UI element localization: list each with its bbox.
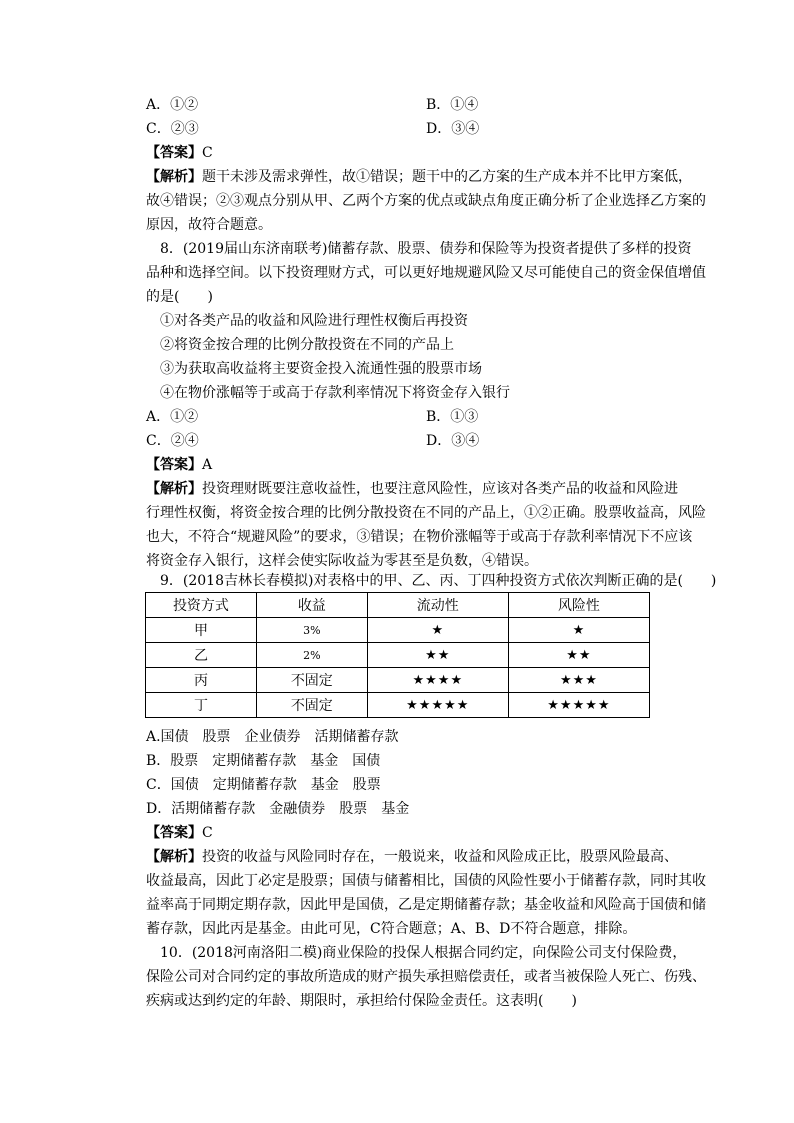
q7-answer: [146, 142, 213, 164]
q8-option-c: C．②④: [146, 433, 199, 449]
q7-answer-value: C: [202, 145, 213, 161]
q9-answer: [146, 822, 213, 844]
q7-option-b: B．①④: [426, 97, 479, 113]
table-cell: ★★★★★: [508, 693, 649, 718]
q9-analysis-line-4: 蓄存款，因此丙是基金。由此可见，C符合题意；A、B、D不符合题意，排除。: [146, 921, 637, 937]
q9-analysis-tag: 【解析】: [146, 849, 202, 865]
q9-option-d: D．活期储蓄存款 金融债券 股票 基金: [146, 801, 410, 817]
table-header-cell: 风险性: [508, 593, 649, 618]
q8-analysis-text-1: 投资理财既要注意收益性，也要注意风险性，应该对各类产品的收益和风险进: [202, 481, 678, 497]
table-row: [146, 668, 650, 693]
q8-item-1: ①对各类产品的收益和风险进行理性权衡后再投资: [160, 313, 468, 329]
table-row: [146, 618, 650, 643]
table-cell: 丙: [146, 668, 257, 693]
q8-options-row-2: [146, 430, 480, 452]
q8-item-4: ④在物价涨幅等于或高于存款利率情况下将资金存入银行: [160, 385, 510, 401]
q8-item-2: ②将资金按合理的比例分散投资在不同的产品上: [160, 337, 454, 353]
q8-answer: [146, 454, 212, 476]
table-header-row: [146, 593, 650, 618]
q8-answer-value: A: [202, 457, 213, 473]
q8-stem-line-1: 8．(2019届山东济南联考)储蓄存款、股票、债券和保险等为投资者提供了多样的投资: [160, 241, 692, 257]
q9-option-a: A.国债 股票 企业债券 活期储蓄存款: [146, 729, 399, 745]
q7-option-c: C．②③: [146, 121, 199, 137]
q7-options-row-2: [146, 118, 480, 140]
table-row: [146, 643, 650, 668]
q8-stem-line-2: 品种和选择空间。以下投资理财方式，可以更好地规避风险又尽可能使自己的资金保值增值: [146, 265, 706, 281]
q8-analysis-line-1: [146, 478, 678, 500]
q7-option-d: D．③④: [426, 121, 480, 137]
q7-analysis-line-1: [146, 166, 692, 188]
q7-options-row-1: [146, 94, 479, 116]
q8-item-3: ③为获取高收益将主要资金投入流通性强的股票市场: [160, 361, 482, 377]
q7-option-a: A．①②: [146, 97, 199, 113]
table-cell: 3%: [256, 618, 367, 643]
table-cell: 丁: [146, 693, 257, 718]
q9-analysis-text-1: 投资的收益与风险同时存在，一般说来，收益和风险成正比，股票风险最高、: [202, 849, 678, 865]
q8-options-row-1: [146, 406, 479, 428]
q8-analysis-line-3: 也大，不符合“规避风险”的要求，③错误；在物价涨幅等于或高于存款利率情况下不应该: [146, 529, 693, 545]
q10-stem-line-1: 10．(2018河南洛阳二模)商业保险的投保人根据合同约定，向保险公司支付保险费，: [160, 945, 687, 961]
table-cell: 不固定: [256, 693, 367, 718]
table-cell: ★★: [367, 643, 508, 668]
table-cell: ★★★: [508, 668, 649, 693]
q9-analysis-line-2: 收益最高，因此丁必定是股票；国债与储蓄相比，国债的风险性要小于储蓄存款，同时其收: [146, 873, 706, 889]
q8-analysis-line-2: 行理性权衡，将资金按合理的比例分散投资在不同的产品上，①②正确。股票收益高，风险: [146, 505, 706, 521]
table-row: [146, 693, 650, 718]
q8-analysis-line-4: 将资金存入银行，这样会使实际收益为零甚至是负数，④错误。: [146, 553, 538, 569]
q8-option-a: A．①②: [146, 409, 199, 425]
q10-stem-line-2: 保险公司对合同约定的事故所造成的财产损失承担赔偿责任，或者当被保险人死亡、伤残、: [146, 969, 706, 985]
q9-analysis-line-3: 益率高于同期定期存款，因此甲是国债，乙是定期储蓄存款；基金收益和风险高于国债和储: [146, 897, 706, 913]
table-cell: 2%: [256, 643, 367, 668]
table-cell: ★★★★★: [367, 693, 508, 718]
q7-analysis-tag: 【解析】: [146, 169, 202, 185]
q9-analysis-line-1: [146, 846, 678, 868]
table-cell: ★★: [508, 643, 649, 668]
q8-analysis-tag: 【解析】: [146, 481, 202, 497]
table-cell: ★: [367, 618, 508, 643]
table-header-cell: 收益: [256, 593, 367, 618]
q7-analysis-line-2: 故④错误；②③观点分别从甲、乙两个方案的优点或缺点角度正确分析了企业选择乙方案的: [146, 193, 706, 209]
q10-stem-line-3: 疾病或达到约定的年龄、期限时，承担给付保险金责任。这表明( ): [146, 993, 577, 1009]
table-cell: 乙: [146, 643, 257, 668]
q7-analysis-line-3: 原因，故符合题意。: [146, 217, 272, 233]
q8-stem-line-3: 的是( ): [146, 289, 213, 305]
q7-analysis-text-1: 题干未涉及需求弹性，故①错误；题干中的乙方案的生产成本并不比甲方案低，: [202, 169, 692, 185]
q7-answer-tag: 【答案】: [146, 145, 202, 161]
q9-option-b: B．股票 定期储蓄存款 基金 国债: [146, 753, 381, 769]
q9-stem: 9．(2018吉林长春模拟)对表格中的甲、乙、丙、丁四种投资方式依次判断正确的是( ): [160, 573, 717, 589]
table-cell: ★: [508, 618, 649, 643]
q9-answer-value: C: [202, 825, 213, 841]
q8-answer-tag: 【答案】: [146, 457, 202, 473]
table-header-cell: 流动性: [367, 593, 508, 618]
table-cell: 不固定: [256, 668, 367, 693]
q8-option-b: B．①③: [426, 409, 479, 425]
table-cell: ★★★★: [367, 668, 508, 693]
q8-option-d: D．③④: [426, 433, 480, 449]
table-header-cell: 投资方式: [146, 593, 257, 618]
table-cell: 甲: [146, 618, 257, 643]
q9-investment-table: [145, 592, 650, 718]
q9-answer-tag: 【答案】: [146, 825, 202, 841]
q9-option-c: C．国债 定期储蓄存款 基金 股票: [146, 777, 381, 793]
